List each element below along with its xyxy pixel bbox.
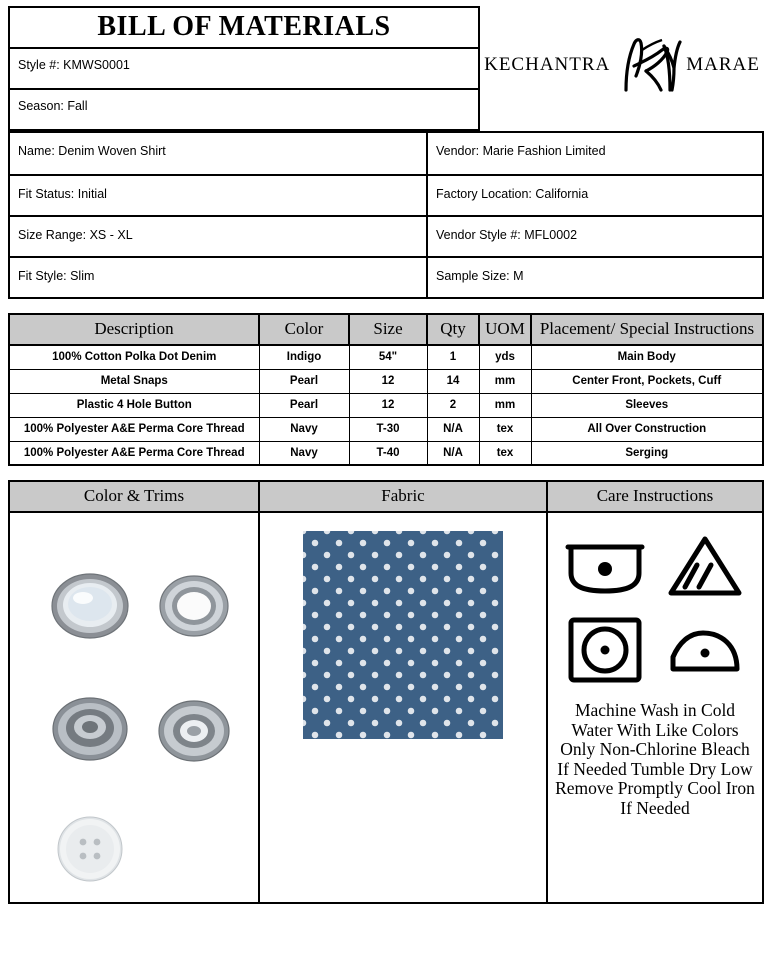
col-color: Color bbox=[259, 314, 349, 345]
table-row bbox=[9, 417, 763, 441]
cell-color: Navy bbox=[259, 441, 349, 465]
table-header-row bbox=[9, 314, 763, 345]
fabric-panel bbox=[260, 482, 548, 902]
cell-qty: 1 bbox=[427, 345, 479, 369]
col-placement: Placement/ Special Instructions bbox=[531, 314, 763, 345]
snap-socket-icon bbox=[50, 693, 130, 770]
table-row bbox=[9, 393, 763, 417]
col-description: Description bbox=[9, 314, 259, 345]
info-fit-status: Fit Status: Initial bbox=[10, 174, 428, 215]
cell-qty: N/A bbox=[427, 417, 479, 441]
cell-color: Pearl bbox=[259, 393, 349, 417]
cell-description: 100% Polyester A&E Perma Core Thread bbox=[9, 441, 259, 465]
cell-placement: Center Front, Pockets, Cuff bbox=[531, 369, 763, 393]
tumble-dry-low-icon bbox=[560, 611, 650, 689]
cell-size: T-40 bbox=[349, 441, 427, 465]
cell-qty: 14 bbox=[427, 369, 479, 393]
cell-placement: All Over Construction bbox=[531, 417, 763, 441]
brand-logo bbox=[480, 6, 764, 94]
cell-placement: Sleeves bbox=[531, 393, 763, 417]
cell-placement: Serging bbox=[531, 441, 763, 465]
polka-dot-denim-swatch bbox=[303, 531, 503, 739]
care-symbols bbox=[560, 527, 750, 689]
care-title: Care Instructions bbox=[548, 482, 762, 513]
cell-size: T-30 bbox=[349, 417, 427, 441]
cell-uom: yds bbox=[479, 345, 531, 369]
cell-qty: 2 bbox=[427, 393, 479, 417]
brand-name-right: MARAE bbox=[686, 54, 760, 75]
cell-description: 100% Cotton Polka Dot Denim bbox=[9, 345, 259, 369]
cell-uom: tex bbox=[479, 441, 531, 465]
cell-uom: tex bbox=[479, 417, 531, 441]
info-factory-location: Factory Location: California bbox=[428, 174, 762, 215]
color-trims-title: Color & Trims bbox=[10, 482, 258, 513]
cell-size: 12 bbox=[349, 369, 427, 393]
table-row bbox=[9, 441, 763, 465]
info-sample-size: Sample Size: M bbox=[428, 256, 762, 297]
col-uom: UOM bbox=[479, 314, 531, 345]
snap-prong-ring-icon bbox=[156, 697, 232, 770]
info-name: Name: Denim Woven Shirt bbox=[10, 133, 428, 174]
season-row: Season: Fall bbox=[10, 90, 478, 131]
cell-size: 54" bbox=[349, 345, 427, 369]
cell-color: Indigo bbox=[259, 345, 349, 369]
cell-color: Pearl bbox=[259, 369, 349, 393]
info-fit-style: Fit Style: Slim bbox=[10, 256, 428, 297]
header-left-block bbox=[8, 6, 480, 131]
info-size-range: Size Range: XS - XL bbox=[10, 215, 428, 256]
cell-uom: mm bbox=[479, 369, 531, 393]
style-info-grid bbox=[8, 131, 764, 299]
table-row bbox=[9, 345, 763, 369]
page-title: BILL OF MATERIALS bbox=[10, 8, 478, 49]
col-size: Size bbox=[349, 314, 427, 345]
trims-images bbox=[10, 513, 258, 902]
brand-name-left: KECHANTRA bbox=[484, 54, 611, 75]
cell-qty: N/A bbox=[427, 441, 479, 465]
info-vendor-style: Vendor Style #: MFL0002 bbox=[428, 215, 762, 256]
snap-ring-icon bbox=[158, 573, 230, 644]
cell-description: 100% Polyester A&E Perma Core Thread bbox=[9, 417, 259, 441]
color-trims-panel bbox=[10, 482, 260, 902]
table-row bbox=[9, 369, 763, 393]
cool-iron-icon bbox=[660, 611, 750, 689]
cell-size: 12 bbox=[349, 393, 427, 417]
cell-uom: mm bbox=[479, 393, 531, 417]
cell-description: Metal Snaps bbox=[9, 369, 259, 393]
non-chlorine-bleach-icon bbox=[660, 527, 750, 605]
materials-table bbox=[8, 313, 764, 466]
bottom-panels bbox=[8, 480, 764, 904]
cell-placement: Main Body bbox=[531, 345, 763, 369]
machine-wash-cold-icon bbox=[560, 527, 650, 605]
brand-lockup bbox=[484, 36, 760, 94]
snap-cap-pearl-icon bbox=[50, 571, 130, 646]
km-monogram-icon bbox=[612, 36, 684, 94]
document-header bbox=[8, 6, 764, 131]
four-hole-button-icon bbox=[54, 813, 126, 890]
info-vendor: Vendor: Marie Fashion Limited bbox=[436, 144, 606, 159]
col-qty: Qty bbox=[427, 314, 479, 345]
care-instructions-text: Machine Wash in Cold Water With Like Colors Only Non-Chlorine Bleach If Needed Tumble Dry Low Remove Promptly Cool Iron If Needed bbox=[555, 700, 755, 819]
cell-description: Plastic 4 Hole Button bbox=[9, 393, 259, 417]
care-instructions-panel bbox=[548, 482, 762, 902]
fabric-title: Fabric bbox=[260, 482, 546, 513]
style-number-row: Style #: KMWS0001 bbox=[10, 49, 478, 90]
cell-color: Navy bbox=[259, 417, 349, 441]
